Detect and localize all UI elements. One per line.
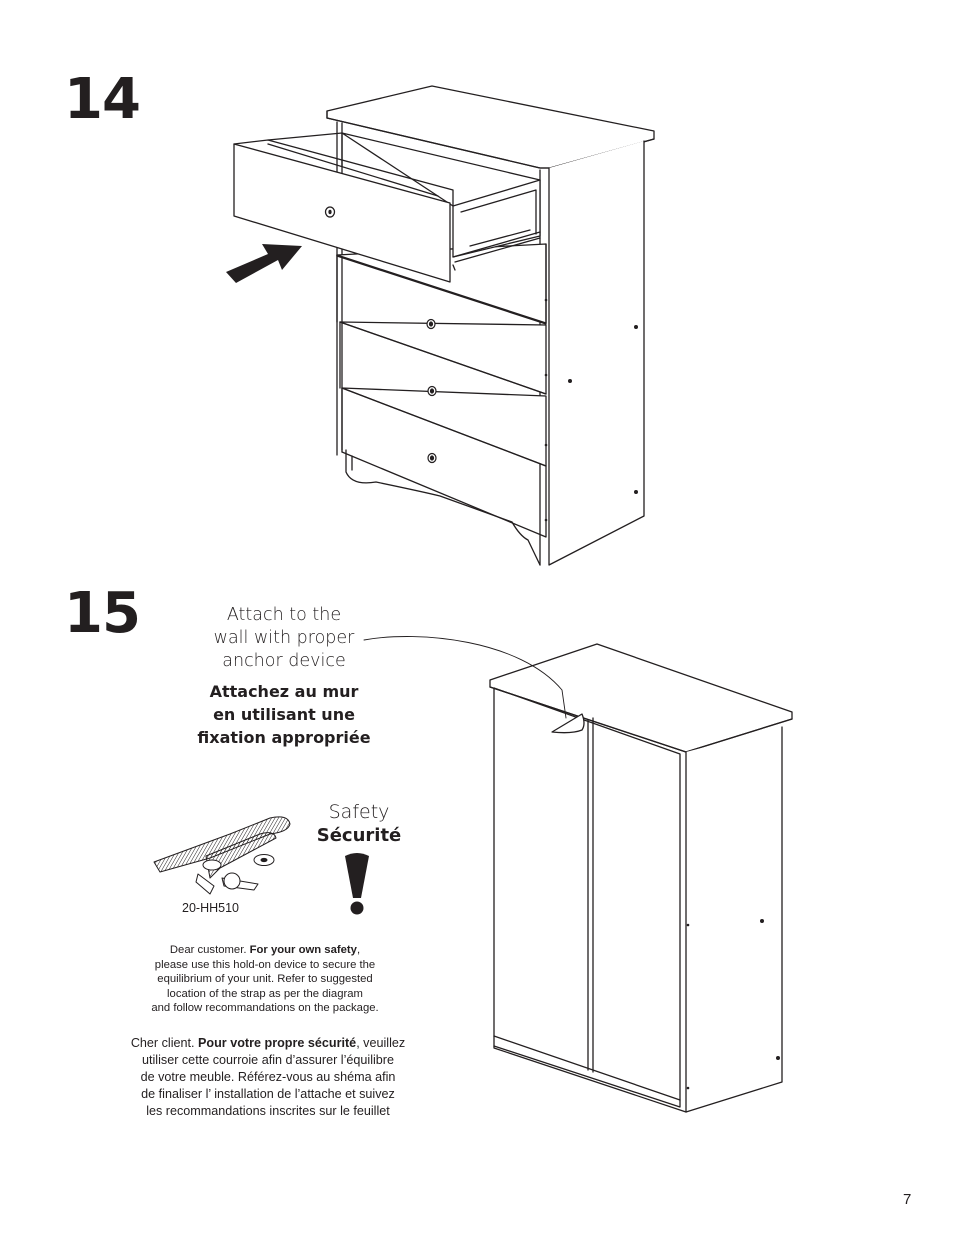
attach-instruction-fr [195,680,373,749]
attach-fr-line: Attachez au mur [209,682,359,701]
anti-tip-strap-icon [150,812,300,898]
step-14-number: 14 [64,67,140,132]
notice-en-line: and follow recommandations on the package. [151,1002,379,1014]
notice-fr-line: de finaliser l’ installation de l’attache et suivez [141,1087,395,1101]
attach-fr-line: en utilisant une [213,705,355,724]
attach-en-line: anchor device [222,651,346,671]
safety-notice-fr [118,1035,418,1120]
attach-instruction-en [200,604,368,673]
safety-notice-en [130,943,400,1016]
notice-en-line: equilibrium of your unit. Refer to suggested [157,973,373,985]
safety-label-fr: Sécurité [316,825,402,846]
notice-fr-line: de votre meuble. Référez-vous au shéma afin [140,1070,396,1084]
notice-en-line: location of the strap as per the diagram [167,987,363,1000]
safety-label-en: Safety [328,801,390,823]
notice-fr-line: les recommandations inscrites sur le feuillet [146,1104,390,1118]
attach-fr-line: fixation appropriée [197,728,371,747]
push-arrow-icon [226,244,302,283]
dresser-drawer-illustration [0,0,954,600]
part-code: 20-HH510 [182,901,239,915]
notice-fr-line: utiliser cette courroie afin d’assurer l’équilibre [142,1053,394,1067]
exclamation-icon [342,852,372,916]
notice-en-line: please use this hold-on device to secure the [154,958,376,971]
step-15-number: 15 [64,581,140,646]
attach-en-line: wall with proper [213,628,355,648]
attach-en-line: Attach to the [226,605,342,625]
notice-fr-line: Cher client. Pour votre propre sécurité, veuillez [130,1036,406,1050]
page-number: 7 [903,1191,912,1208]
notice-en-line: Dear customer. For your own safety, [169,944,361,956]
